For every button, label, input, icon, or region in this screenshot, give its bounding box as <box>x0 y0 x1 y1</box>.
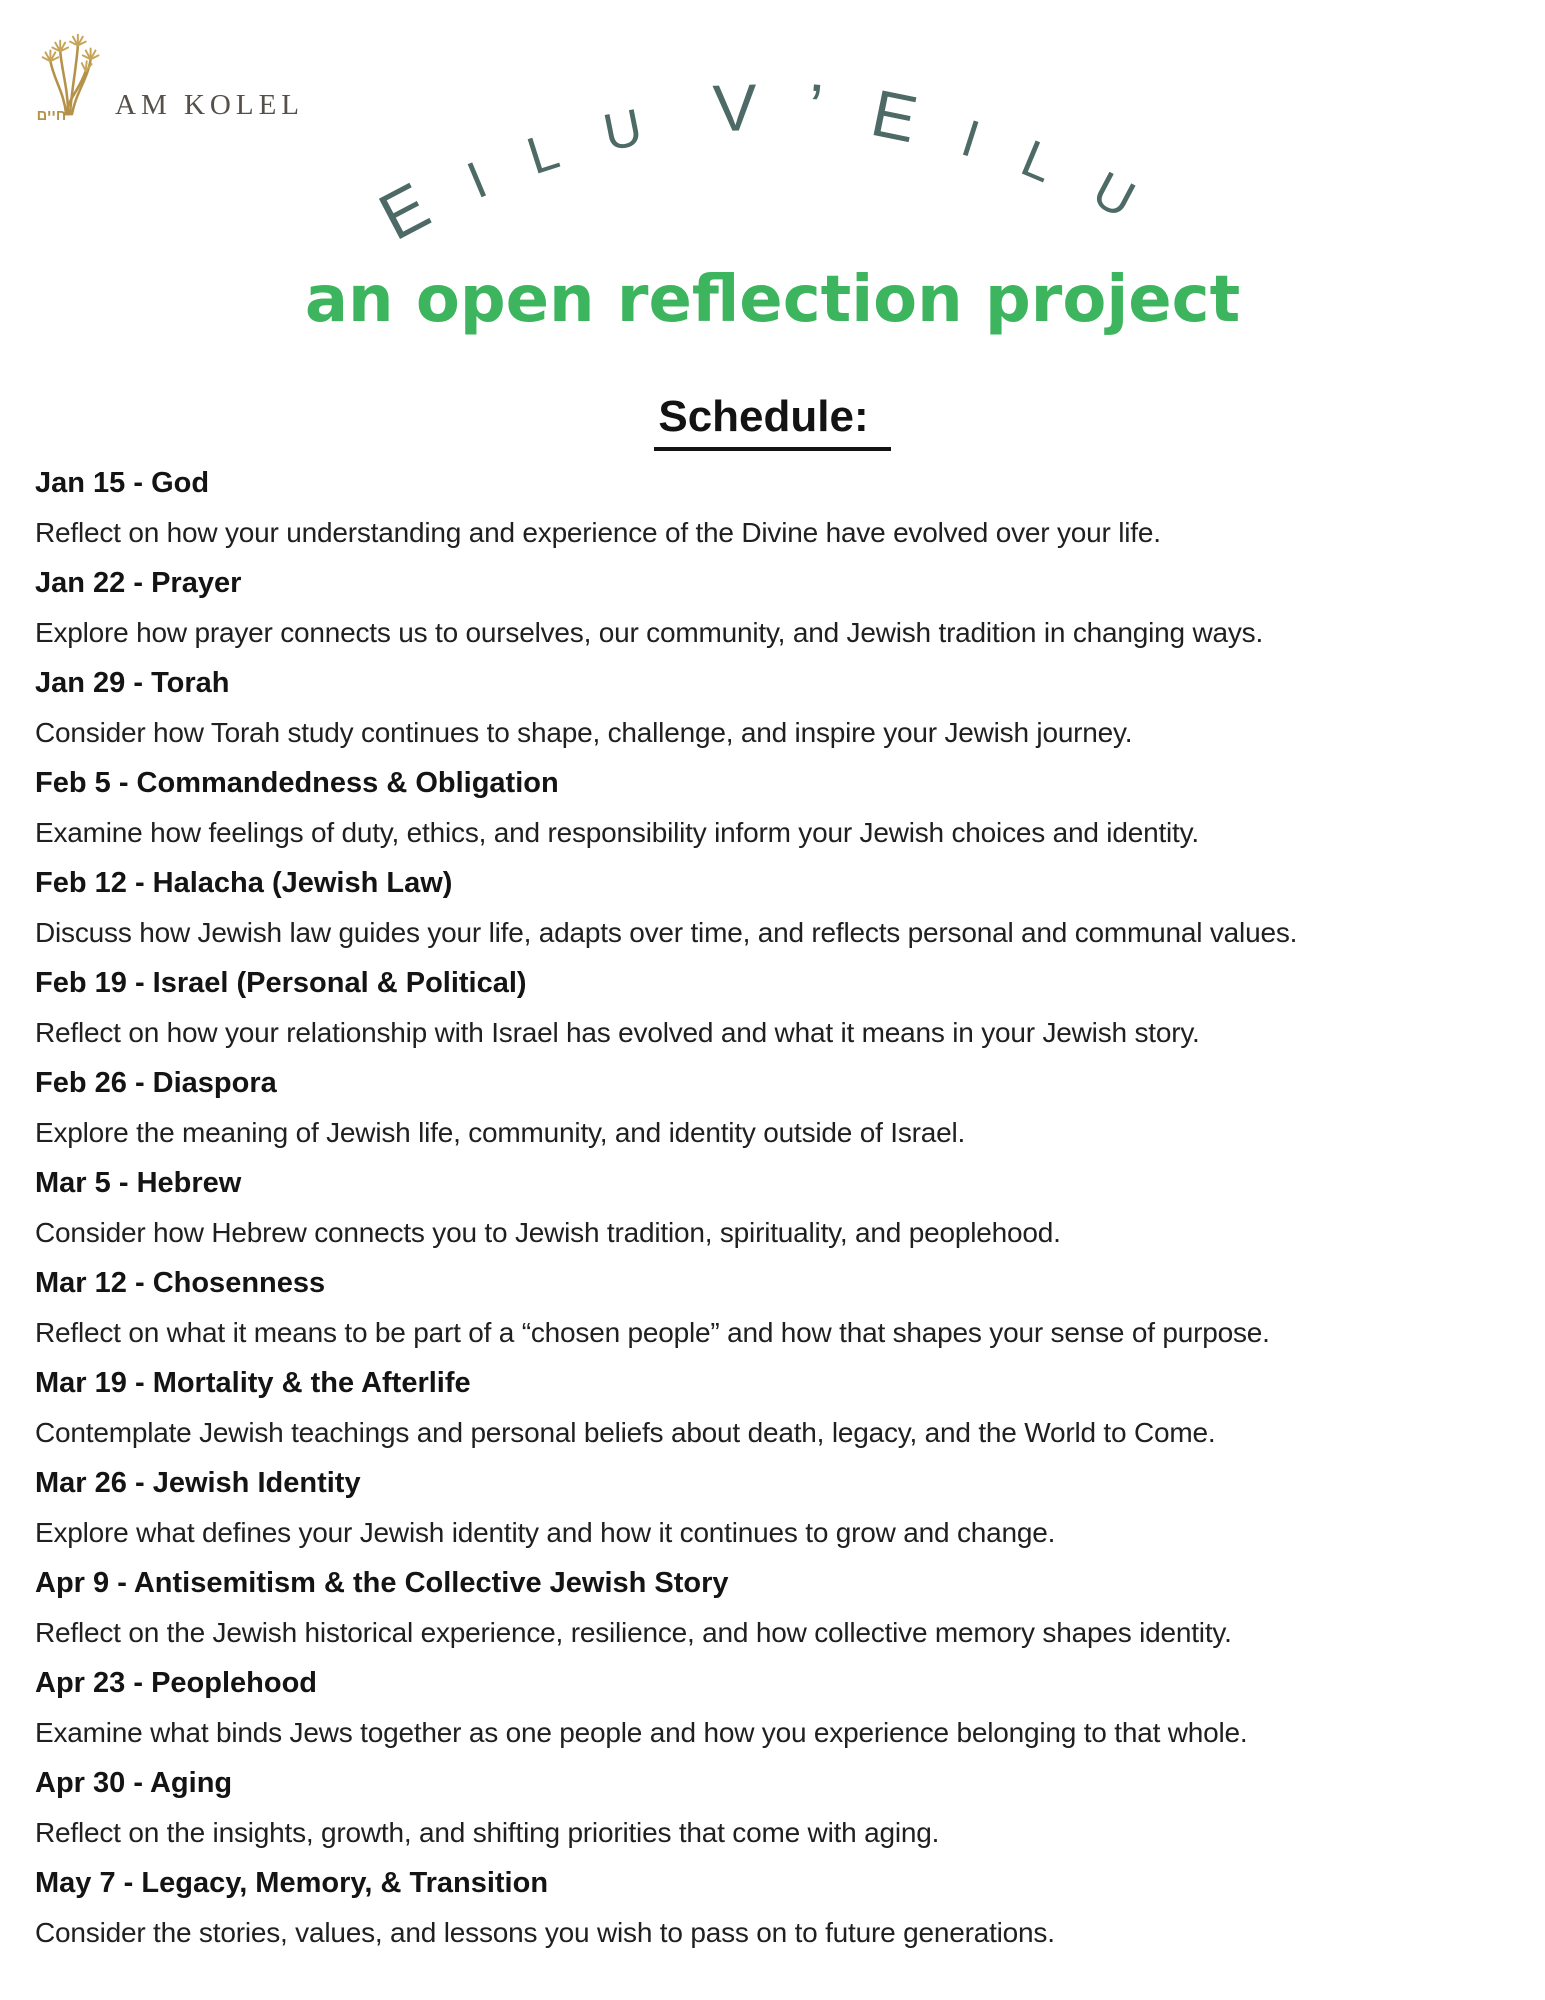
session-description: Explore how prayer connects us to ourselves, our community, and Jewish tradition in changing ways. <box>35 617 1264 648</box>
schedule-list <box>35 458 1515 1958</box>
project-subtitle: an open reflection project <box>304 263 1241 337</box>
session-date: Mar 12 <box>35 1267 127 1299</box>
session-date: Mar 5 <box>35 1167 111 1199</box>
schedule-session <box>35 1458 1515 1558</box>
session-description: Reflect on the insights, growth, and shifting priorities that come with aging. <box>35 1817 940 1848</box>
session-separator: - <box>134 967 145 999</box>
schedule-heading: Schedule: <box>654 392 890 451</box>
arc-part: V’E <box>711 68 971 167</box>
session-description: Discuss how Jewish law guides your life, adapts over time, and reflects personal and communal values. <box>35 917 1298 948</box>
session-separator: - <box>133 667 144 699</box>
session-title <box>35 1058 1515 1108</box>
session-date: Feb 5 <box>35 767 111 799</box>
am-kolel-logo <box>35 22 304 124</box>
session-topic: Antisemitism & the Collective Jewish Story <box>133 1567 729 1599</box>
session-description: Consider how Hebrew connects you to Jewish tradition, spirituality, and peoplehood. <box>35 1217 1061 1248</box>
session-separator: - <box>134 1367 145 1399</box>
session-date: Feb 19 <box>35 967 127 999</box>
session-title <box>35 1658 1515 1708</box>
session-title <box>35 858 1515 908</box>
session-description: Consider how Torah study continues to shape, challenge, and inspire your Jewish journey. <box>35 717 1133 748</box>
schedule-session <box>35 1058 1515 1158</box>
session-title <box>35 758 1515 808</box>
schedule-session <box>35 558 1515 658</box>
session-date: Mar 26 <box>35 1467 127 1499</box>
session-title <box>35 1758 1515 1808</box>
session-topic: Prayer <box>151 567 242 599</box>
session-date: Jan 15 <box>35 467 126 499</box>
session-date: Apr 30 <box>35 1767 126 1799</box>
schedule-session <box>35 1358 1515 1458</box>
session-topic: Aging <box>149 1767 233 1799</box>
session-separator: - <box>133 1667 143 1699</box>
schedule-session <box>35 1258 1515 1358</box>
schedule-heading-wrap <box>0 392 1545 451</box>
hebrew-chaim-text: חיים <box>36 108 67 124</box>
schedule-session <box>35 958 1515 1058</box>
arc-title-text <box>367 68 1186 254</box>
session-title <box>35 1458 1515 1508</box>
session-description: Contemplate Jewish teachings and personal beliefs about death, legacy, and the World to Come. <box>35 1417 1216 1448</box>
arc-part: E <box>367 145 484 254</box>
session-separator: - <box>134 1467 145 1499</box>
session-separator: - <box>123 1867 134 1899</box>
session-topic: Israel (Personal & Political) <box>152 967 527 999</box>
session-title <box>35 658 1515 708</box>
session-description: Reflect on how your understanding and experience of the Divine have evolved over your life. <box>35 517 1161 548</box>
session-topic: Chosenness <box>152 1267 326 1299</box>
session-topic: Halacha (Jewish Law) <box>152 867 453 899</box>
session-date: Feb 26 <box>35 1067 127 1099</box>
session-description: Explore what defines your Jewish identity and how it continues to grow and change. <box>35 1517 1056 1548</box>
session-separator: - <box>118 767 129 799</box>
schedule-session <box>35 1158 1515 1258</box>
session-date: Apr 9 <box>35 1567 110 1599</box>
session-separator: - <box>117 1567 127 1599</box>
schedule-session <box>35 1858 1515 1958</box>
session-date: Apr 23 <box>35 1667 126 1699</box>
session-date: Jan 22 <box>35 567 126 599</box>
session-topic: Hebrew <box>136 1167 242 1199</box>
session-separator: - <box>133 567 144 599</box>
schedule-session <box>35 658 1515 758</box>
session-title <box>35 1158 1515 1208</box>
schedule-session <box>35 758 1515 858</box>
session-title <box>35 1858 1515 1908</box>
session-separator: - <box>133 467 144 499</box>
schedule-session <box>35 1558 1515 1658</box>
session-topic: Commandedness & Obligation <box>136 767 559 799</box>
session-title <box>35 1358 1515 1408</box>
session-separator: - <box>133 1767 143 1799</box>
tree-icon <box>35 22 107 124</box>
session-description: Reflect on how your relationship with Israel has evolved and what it means in your Jewish story. <box>35 1017 1200 1048</box>
session-topic: Diaspora <box>152 1067 277 1099</box>
schedule-session <box>35 458 1515 558</box>
session-title <box>35 1258 1515 1308</box>
session-topic: Torah <box>151 667 230 699</box>
arc-title <box>350 52 1210 287</box>
session-description: Explore the meaning of Jewish life, community, and identity outside of Israel. <box>35 1117 966 1148</box>
session-title <box>35 458 1515 508</box>
session-description: Examine how feelings of duty, ethics, and responsibility inform your Jewish choices and identity. <box>35 817 1199 848</box>
schedule-session <box>35 1758 1515 1858</box>
schedule-session <box>35 858 1515 958</box>
schedule-session <box>35 1658 1515 1758</box>
session-separator: - <box>134 1067 145 1099</box>
session-description: Reflect on the Jewish historical experience, resilience, and how collective memory shapes identity. <box>35 1617 1232 1648</box>
session-title <box>35 558 1515 608</box>
session-date: Feb 12 <box>35 867 127 899</box>
brand-name: AM KOLEL <box>115 89 305 121</box>
session-title <box>35 1558 1515 1608</box>
arc-part: ILU <box>954 109 1187 253</box>
arc-part: ILU <box>459 89 695 211</box>
session-separator: - <box>118 1167 129 1199</box>
session-description: Reflect on what it means to be part of a “chosen people” and how that shapes your sense of purpose. <box>35 1317 1270 1348</box>
session-date: May 7 <box>35 1867 116 1899</box>
session-topic: Legacy, Memory, & Transition <box>141 1867 549 1899</box>
session-separator: - <box>134 1267 145 1299</box>
session-topic: Jewish Identity <box>152 1467 361 1499</box>
session-date: Mar 19 <box>35 1367 127 1399</box>
session-topic: Mortality & the Afterlife <box>152 1367 471 1399</box>
session-date: Jan 29 <box>35 667 126 699</box>
session-description: Consider the stories, values, and lessons you wish to pass on to future generations. <box>35 1917 1055 1948</box>
session-separator: - <box>134 867 145 899</box>
session-title <box>35 958 1515 1008</box>
session-description: Examine what binds Jews together as one people and how you experience belonging to that whole. <box>35 1717 1248 1748</box>
session-topic: God <box>151 467 210 499</box>
session-topic: Peoplehood <box>151 1667 318 1699</box>
